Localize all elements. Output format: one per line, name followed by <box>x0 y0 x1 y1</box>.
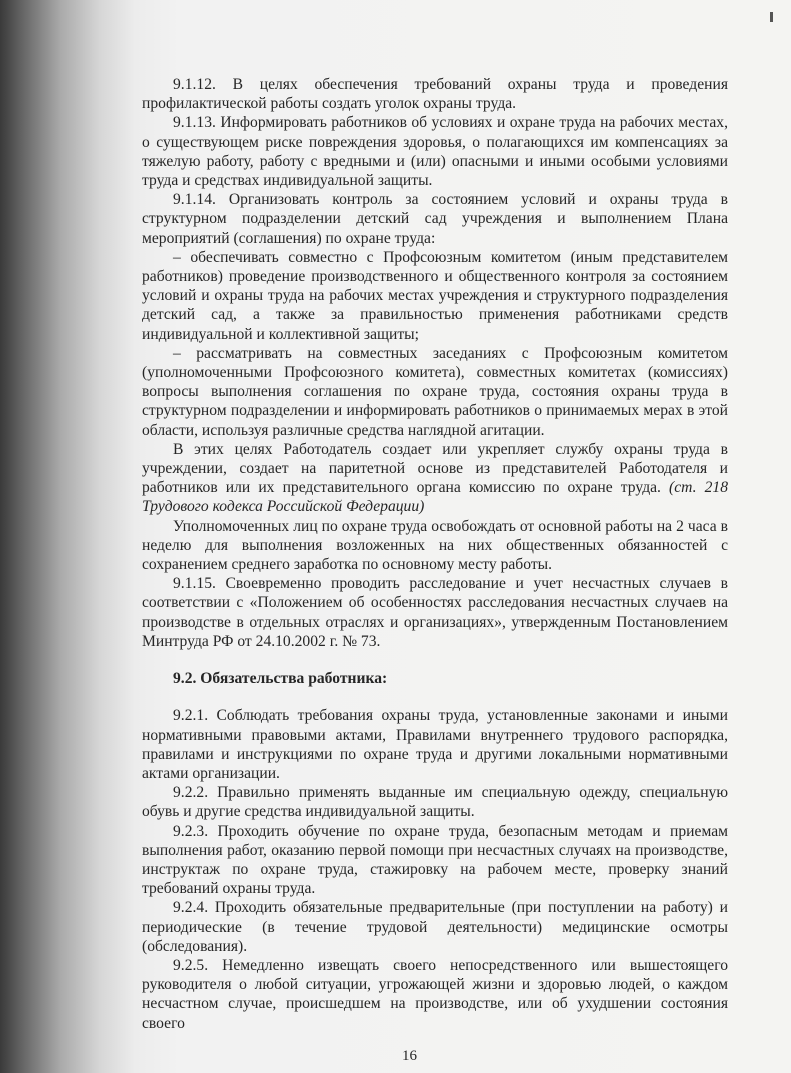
paragraph-representatives: Уполномоченных лиц по охране труда освобождать от основной работы на 2 часа в неделю для выполнения возложенных на них общественных обязанностей с сохранением среднего заработка по основному месту работы. <box>142 517 728 574</box>
paragraph-bullet-review: – рассматривать на совместных заседаниях с Профсоюзным комитетом (уполномоченными Профсоюзного комитета), совместных комитетах (комиссиях) вопросы выполнения соглашения по охране труда, состояния охраны труда в структурном подразделении и информировать работников о принимаемых мерах в этой области, используя различные средства наглядной агитации. <box>142 344 728 439</box>
scan-mark <box>770 12 773 22</box>
page-number: 16 <box>402 1047 417 1064</box>
paragraph-bullet-control: – обеспечивать совместно с Профсоюзным комитетом (иным представителем работников) проведение производственного и общественного контроля за состоянием условий и охраны труда на рабочих местах учреждения и структурного подразделения детский сад, а также за правильностью применения работниками средств индивидуальной и коллективной защиты; <box>142 248 728 343</box>
paragraph-9-1-14: 9.1.14. Организовать контроль за состоянием условий и охраны труда в структурном подразделении детский сад учреждения и выполнением Плана мероприятий (соглашения) по охране труда: <box>142 191 728 247</box>
section-heading: 9.2. Обязательства работника: <box>173 670 388 688</box>
paragraph-9-2-1: 9.2.1. Соблюдать требования охраны труда, установленные законами и иными нормативными правовыми актами, Правилами внутреннего трудового распорядка, правилами и инструкциями по охране труда и другими локальными нормативными актами организации. <box>142 707 728 782</box>
document-page <box>142 0 728 1065</box>
paragraph-9-1-15: 9.1.15. Своевременно проводить расследование и учет несчастных случаев в соответствии с «Положением об особенностях расследования несчастных случаев на производстве в отдельных отраслях и организациях», утвержденным Постановлением Минтруда РФ от 24.10.2002 г. № 73. <box>142 575 728 650</box>
paragraph-9-1-13: 9.1.13. Информировать работников об условиях и охране труда на рабочих местах, о существующем риске повреждения здоровья, о полагающихся им компенсациях за тяжелую работу, работу с вредными и (или) опасными и иными особыми условиями труда и средствах индивидуальной защиты. <box>142 114 728 190</box>
paragraph-labor-service <box>142 440 728 517</box>
paragraph-9-1-12: 9.1.12. В целях обеспечения требований охраны труда и проведения профилактической работы создать уголок охраны труда. <box>142 76 728 113</box>
legal-citation: (ст. 218 Трудового кодекса Российской Федерации) <box>142 479 728 516</box>
paragraph-9-2-5: 9.2.5. Немедленно извещать своего непосредственного или вышестоящего руководителя о любой ситуации, угрожающей жизни и здоровью людей, о каждом несчастном случае, происшедшем на производстве, или об ухудшении состояния своего <box>142 956 728 1032</box>
paragraph-text: В этих целях Работодатель создает или укрепляет службу охраны труда в учреждении, создает на паритетной основе из представителей Работодателя и работников или их представительного органа комиссию по охране труда. <box>142 440 728 497</box>
paragraph-9-2-4: 9.2.4. Проходить обязательные предварительные (при поступлении на работу) и периодические (в течение трудовой деятельности) медицинские осмотры (обследования). <box>142 899 728 955</box>
paragraph-9-2-2: 9.2.2. Правильно применять выданные им специальную одежду, специальную обувь и другие средства индивидуальной защиты. <box>142 784 728 821</box>
paragraph-9-2-3: 9.2.3. Проходить обучение по охране труда, безопасным методам и приемам выполнения работ, оказанию первой помощи при несчастных случаях на производстве, инструктаж по охране труда, стажировку на рабочем месте, проверку знаний требований охраны труда. <box>142 822 728 898</box>
